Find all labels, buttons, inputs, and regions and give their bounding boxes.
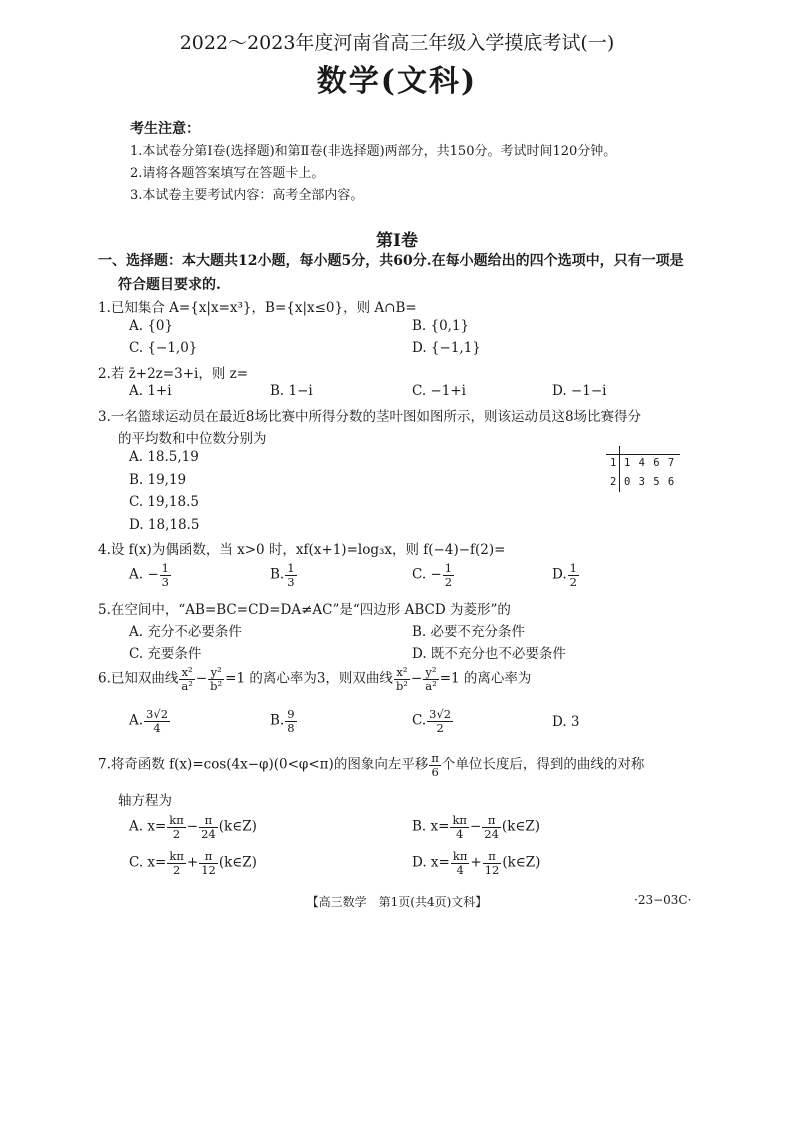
operator: − xyxy=(469,818,482,835)
option-label: C. x= xyxy=(129,854,167,871)
numerator: π xyxy=(483,850,502,864)
stem-leaf-plot xyxy=(606,446,680,492)
exam-title: 数学(文科) xyxy=(316,64,478,99)
q6-option-b xyxy=(270,708,298,734)
numerator: x² xyxy=(179,666,194,680)
q1-option-c: C. {−1,0} xyxy=(129,340,198,356)
option-suffix: (k∈Z) xyxy=(218,818,257,835)
fraction xyxy=(483,850,502,876)
stem-text: =1 的离心率为3，则双曲线 xyxy=(225,670,393,687)
question-2-stem: 2.若 z̄+2z=3+i，则 z= xyxy=(98,366,249,382)
fraction xyxy=(429,752,441,778)
numerator: kπ xyxy=(169,849,184,863)
fraction xyxy=(208,666,224,692)
question-6-stem xyxy=(98,666,531,692)
option-label: C. − xyxy=(412,566,442,583)
option-label: B. x= xyxy=(412,818,450,835)
fraction xyxy=(451,850,470,876)
denominator: a² xyxy=(425,678,437,693)
option-label: D. x= xyxy=(412,854,450,871)
q5-option-c: C. 充要条件 xyxy=(129,646,202,662)
denominator: 3 xyxy=(287,574,295,589)
numerator: 9 xyxy=(287,707,295,721)
section-title: 第Ⅰ卷 xyxy=(376,231,418,251)
exam-subtitle: 2022～2023年度河南省高三年级入学摸底考试(一) xyxy=(179,32,615,54)
operator: − xyxy=(195,670,208,687)
notice-item: 2.请将各题答案填写在答题卡上。 xyxy=(130,166,325,181)
notice-item: 3.本试卷主要考试内容：高考全部内容。 xyxy=(130,188,364,203)
denominator: b² xyxy=(395,678,408,693)
q6-option-d: D. 3 xyxy=(552,714,580,730)
numerator: 1 xyxy=(444,561,453,575)
denominator: 2 xyxy=(569,574,577,589)
q5-option-a: A. 充分不必要条件 xyxy=(129,624,242,640)
leaf-values: 1 4 6 7 xyxy=(624,457,676,469)
fraction xyxy=(167,850,186,876)
denominator: 2 xyxy=(172,826,181,841)
question-3-stem-cont: 的平均数和中位数分别为 xyxy=(118,431,267,447)
question-1-stem: 1.已知集合 A={x|x=x³}，B={x|x≤0}，则 A∩B= xyxy=(98,300,417,316)
denominator: 2 xyxy=(172,862,181,877)
fraction xyxy=(427,708,453,734)
q7-option-d xyxy=(412,850,540,876)
leaf-values: 0 3 5 6 xyxy=(624,476,676,488)
numerator: 1 xyxy=(569,561,577,575)
numerator: 3√2 xyxy=(146,707,169,721)
fraction xyxy=(568,562,579,588)
q6-option-c xyxy=(412,708,454,734)
stem-text: 个单位长度后，得到的曲线的对称 xyxy=(441,756,645,773)
operator: − xyxy=(410,670,423,687)
question-4-stem: 4.设 f(x)为偶函数，当 x>0 时，xf(x+1)=log₃x，则 f(−4)−f(2)= xyxy=(98,542,506,558)
denominator: 4 xyxy=(456,862,464,877)
q6-option-a xyxy=(129,708,171,734)
q5-option-b: B. 必要不充分条件 xyxy=(412,624,526,640)
option-label: B. xyxy=(270,566,285,583)
stem-text: 7.将奇函数 f(x)=cos(4x−φ)(0<φ<π)的图象向左平移 xyxy=(98,756,429,773)
fraction xyxy=(394,666,410,692)
fraction xyxy=(199,814,218,840)
stem-value: 2 xyxy=(610,476,617,488)
operator: + xyxy=(470,854,482,871)
option-suffix: (k∈Z) xyxy=(501,818,541,835)
numerator: kπ xyxy=(452,813,467,827)
numerator: π xyxy=(482,814,501,828)
paper-code: ·23−03C· xyxy=(634,893,692,907)
stem-leaf-divider xyxy=(619,446,620,492)
q2-option-b: B. 1−i xyxy=(270,383,313,399)
question-7-stem-cont: 轴方程为 xyxy=(118,793,172,809)
denominator: 6 xyxy=(431,764,439,779)
numerator: 1 xyxy=(287,561,295,575)
numerator: y² xyxy=(423,666,438,680)
q4-option-a xyxy=(129,562,172,588)
notice-item: 1.本试卷分第Ⅰ卷(选择题)和第Ⅱ卷(非选择题)两部分，共150分。考试时间120分钟。 xyxy=(130,144,617,159)
q2-option-a: A. 1+i xyxy=(129,383,172,399)
q4-option-b xyxy=(270,562,298,588)
q2-option-d: D. −1−i xyxy=(552,383,607,399)
numerator: kπ xyxy=(452,849,468,863)
fraction xyxy=(179,666,194,692)
numerator: π xyxy=(199,850,218,864)
question-5-stem: 5.在空间中，“AB=BC=CD=DA≠AC”是“四边形 ABCD 为菱形”的 xyxy=(98,602,511,618)
option-suffix: (k∈Z) xyxy=(218,854,257,871)
q3-option-b: B. 19,19 xyxy=(129,472,187,488)
denominator: 12 xyxy=(484,862,500,877)
denominator: 2 xyxy=(436,720,444,735)
denominator: 4 xyxy=(153,720,161,735)
notice-heading: 考生注意： xyxy=(130,121,200,137)
denominator: 3 xyxy=(161,574,169,589)
part-instructions-cont: 符合题目要求的. xyxy=(118,277,221,293)
q1-option-b: B. {0,1} xyxy=(412,318,470,334)
denominator: b² xyxy=(210,678,223,693)
stem-text: =1 的离心率为 xyxy=(439,670,532,687)
q3-option-d: D. 18,18.5 xyxy=(129,517,200,533)
q1-option-a: A. {0} xyxy=(129,318,174,334)
question-3-stem: 3.一名篮球运动员在最近8场比赛中所得分数的茎叶图如图所示，则该运动员这8场比赛得分 xyxy=(98,409,642,425)
option-label: A. x= xyxy=(129,818,167,835)
q3-option-a: A. 18.5,19 xyxy=(129,449,199,465)
stem-text: 6.已知双曲线 xyxy=(98,670,179,687)
denominator: 24 xyxy=(201,826,216,841)
q7-option-c xyxy=(129,850,257,876)
numerator: y² xyxy=(208,666,224,680)
fraction xyxy=(167,814,186,840)
fraction xyxy=(443,562,454,588)
numerator: 3√2 xyxy=(429,707,452,721)
option-suffix: (k∈Z) xyxy=(502,854,541,871)
fraction xyxy=(450,814,469,840)
q1-option-d: D. {−1,1} xyxy=(412,340,481,356)
denominator: 2 xyxy=(444,574,453,589)
numerator: 1 xyxy=(161,561,169,575)
option-label: C. xyxy=(412,712,427,729)
operator: − xyxy=(186,818,199,835)
option-label: B. xyxy=(270,712,285,729)
part-instructions: 一、选择题：本大题共12小题，每小题5分，共60分.在每小题给出的四个选项中，只有一项是 xyxy=(98,253,684,269)
stem-leaf-top-rule xyxy=(606,454,680,455)
fraction xyxy=(144,708,170,734)
option-label: D. xyxy=(552,566,567,583)
fraction xyxy=(423,666,438,692)
numerator: π xyxy=(199,814,218,828)
numerator: kπ xyxy=(169,813,184,827)
question-7-stem xyxy=(98,752,644,778)
option-label: A. xyxy=(129,712,144,729)
denominator: 4 xyxy=(456,826,464,841)
fraction xyxy=(285,708,296,734)
q7-option-b xyxy=(412,814,540,840)
stem-value: 1 xyxy=(610,457,617,469)
q4-option-c xyxy=(412,562,455,588)
numerator: x² xyxy=(394,666,410,680)
denominator: 24 xyxy=(484,826,499,841)
fraction xyxy=(199,850,218,876)
q5-option-d: D. 既不充分也不必要条件 xyxy=(412,646,566,662)
q3-option-c: C. 19,18.5 xyxy=(129,494,199,510)
q2-option-c: C. −1+i xyxy=(412,383,466,399)
option-label: A. − xyxy=(129,566,159,583)
q7-option-a xyxy=(129,814,257,840)
numerator: π xyxy=(431,751,439,765)
operator: + xyxy=(186,854,199,871)
q4-option-d xyxy=(552,562,580,588)
fraction xyxy=(285,562,296,588)
page-footer: 【高三数学 第1页(共4页)文科】 xyxy=(306,895,488,909)
denominator: a² xyxy=(181,678,193,693)
fraction xyxy=(482,814,501,840)
denominator: 12 xyxy=(201,862,216,877)
denominator: 8 xyxy=(287,720,295,735)
fraction xyxy=(160,562,171,588)
